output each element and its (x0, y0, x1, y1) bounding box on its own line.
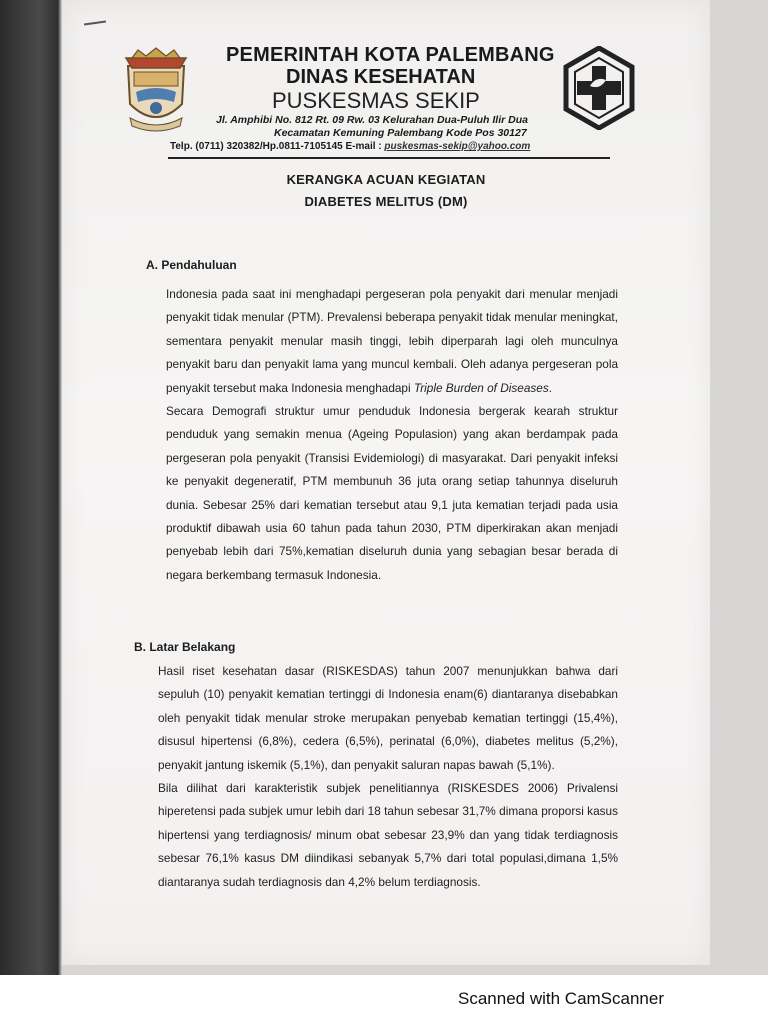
address-line-2: Kecamatan Kemuning Palembang Kode Pos 30127 (274, 127, 527, 139)
section-b-paragraph-2: Bila dilihat dari karakteristik subjek penelitiannya (RISKESDES 2006) Privalensi hiperetensi pada subjek umur lebih dari 18 tahun sebesar 31,7% dimana proporsi kasus hipertensi yang terdiagnosis/ minum obat sebesar 23,9% dan yang tidak terdiagnosis sebesar 76,1% kasus DM diindikasi sebanyak 5,7% dari total populasi,dimana 1,5% diantaranya sudah terdiagnosis dan 4,2% belum terdiagnosis. (158, 781, 618, 889)
facility-name: PUSKESMAS SEKIP (272, 88, 480, 113)
contact-line (170, 141, 730, 152)
section-a-p1-end: . (548, 380, 553, 395)
section-a-p1-italic: Triple Burden of Diseases (413, 380, 549, 395)
address-line-1: Jl. Amphibi No. 812 Rt. 09 Rw. 03 Kelurahan Dua-Puluh Ilir Dua (216, 114, 528, 126)
department-name: DINAS KESEHATAN (286, 66, 476, 88)
document-title: KERANGKA ACUAN KEGIATAN (286, 172, 486, 187)
section-b-body (158, 660, 618, 894)
contact-text: Telp. (0711) 320382/Hp.0811-7105145 E-mail : (170, 141, 385, 152)
health-cross-icon (562, 46, 636, 130)
letterhead (120, 40, 620, 160)
email-link[interactable]: puskesmas-sekip@yahoo.com (384, 141, 531, 152)
section-b-paragraph-1: Hasil riset kesehatan dasar (RISKESDAS) tahun 2007 menunjukkan bahwa dari sepuluh (10) penyakit kematian tertinggi di Indonesia enam(6) diantaranya disebabkan oleh penyakit tidak menular stroke merupakan penyebab kematian tertinggi (15,4%), disusul hipertensi (6,8%), cedera (6,5%), perinatal (6,0%), diabetes melitus (5,2%), penyakit jantung iskemik (5,1%), dan penyakit saluran napas bawah (5,1%). (158, 664, 618, 772)
section-a-paragraph-2: Secara Demografi struktur umur penduduk Indonesia bergerak kearah struktur penduduk yang semakin menua (Ageing Populasion) yang akan berdampak pada pergeseran pola penyakit (Transisi Evidemiologi) di masyarakat. Dari penyakit infeksi ke penyakit degeneratif, PTM membunuh 36 juta orang setiap tahunnya diseluruh dunia. Sebesar 25% dari kematian tersebut atau 9,1 juta kematian terjadi pada usia produktif dibawah usia 60 tahun pada tahun 2030, PTM diperkirakan akan menjadi penyebab lebih dari 75%,kematian diseluruh dunia yang sebagian besar berada di negara berkembang termasuk Indonesia. (166, 404, 618, 582)
government-name: PEMERINTAH KOTA PALEMBANG (226, 44, 555, 66)
camscanner-watermark: Scanned with CamScanner (458, 989, 665, 1008)
city-emblem-icon (120, 44, 192, 134)
document-subtitle: DIABETES MELITUS (DM) (304, 194, 468, 209)
section-b-heading: B. Latar Belakang (134, 640, 236, 654)
section-a-p1-text: Indonesia pada saat ini menghadapi pergeseran pola penyakit dari menular menjadi penyakit tidak menular (PTM). Prevalensi beberapa penyakit tidak menular meningkat, sementara penyakit menular masih tinggi, lebih diperparah lagi oleh munculnya penyakit baru dan penyakit lama yang muncul kembali. Oleh adanya pergeseran pola penyakit tersebut maka Indonesia menghadapi (166, 287, 618, 395)
section-a-heading: A. Pendahuluan (146, 258, 237, 272)
letterhead-divider (168, 157, 610, 159)
section-a-paragraph-1 (166, 283, 618, 400)
section-a-body (166, 283, 618, 587)
